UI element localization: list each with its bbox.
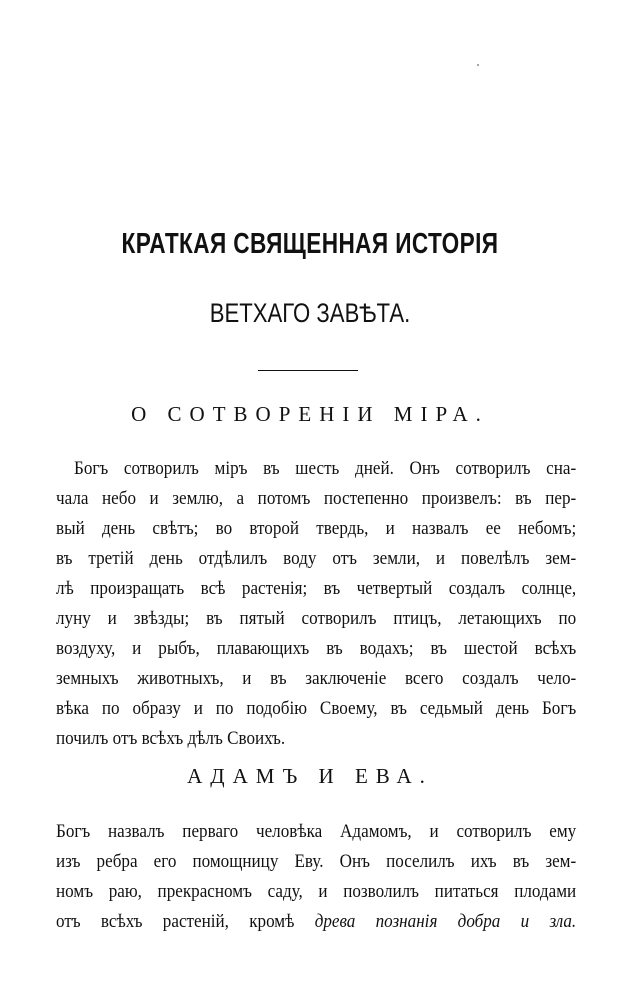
page-subtitle: ВЕТХАГО ЗАВѢТА. (209, 298, 411, 328)
text-line: вый день свѣтъ; во второй твердь, и назвалъ ее небомъ; (56, 518, 577, 539)
text-line: почилъ отъ всѣхъ дѣлъ Своихъ. (56, 728, 286, 749)
text-italic-emphasis: древа познанія добра и зла. (314, 911, 577, 932)
text-line: Богъ сотворилъ міръ въ шесть дней. Онъ сотворилъ сна- (74, 458, 577, 479)
text-line: изъ ребра его помощницу Еву. Онъ поселилъ ихъ въ зем- (56, 851, 577, 872)
text-line: лѣ произращать всѣ растенія; въ четвертый создалъ солнце, (56, 578, 577, 599)
text-line: Богъ назвалъ перваго человѣка Адамомъ, и сотворилъ ему (56, 821, 577, 842)
divider-rule (258, 370, 358, 371)
section-heading-adam-eve: АДАМЪ И ЕВА. (187, 764, 433, 788)
text-line: земныхъ животныхъ, и въ заключеніе всего создалъ чело- (56, 668, 577, 689)
text-line: чала небо и землю, а потомъ постепенно произвелъ: въ пер- (56, 488, 577, 509)
paragraph-creation (56, 454, 576, 754)
text-line: въ третій день отдѣлилъ воду отъ земли, и повелѣлъ зем- (56, 548, 577, 569)
text-line: номъ раю, прекрасномъ саду, и позволилъ питаться плодами (56, 881, 577, 902)
text-line: вѣка по образу и по подобію Своему, въ седьмый день Богъ (56, 698, 577, 719)
text-line: луну и звѣзды; въ пятый сотворилъ птицъ, летающихъ по (56, 608, 577, 629)
speck (477, 64, 479, 66)
section-heading-creation: О СОТВОРЕНІИ МІРА. (131, 402, 489, 426)
paragraph-adam-eve (56, 817, 576, 937)
text-line: воздуху, и рыбъ, плавающихъ въ водахъ; въ шестой всѣхъ (56, 638, 577, 659)
text-plain: отъ всѣхъ растеній, кромѣ (56, 911, 295, 932)
text-line-mixed (56, 907, 576, 937)
page-title: КРАТКАЯ СВЯЩЕННАЯ ИСТОРІЯ (121, 228, 499, 260)
